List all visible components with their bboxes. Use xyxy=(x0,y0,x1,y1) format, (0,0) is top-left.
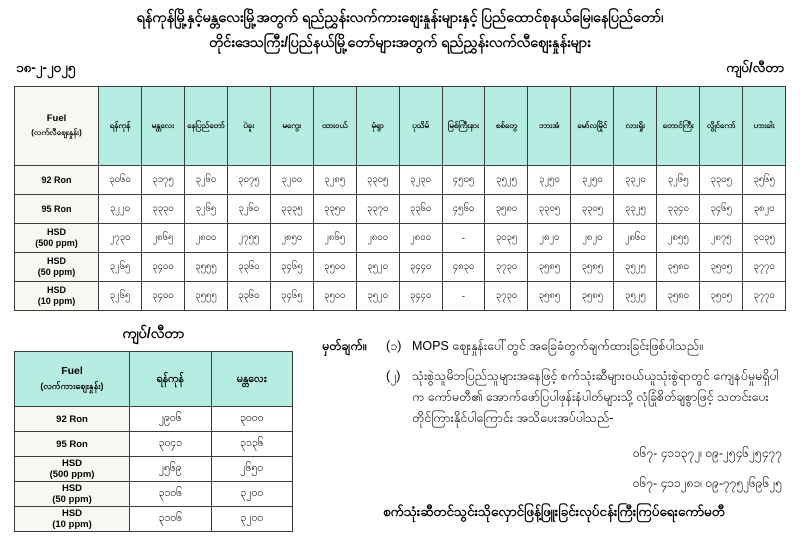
retail-city-header: တောင်ကြီး xyxy=(657,87,700,166)
retail-row xyxy=(15,195,786,224)
retail-city-header: ပဲခူး xyxy=(227,87,270,166)
wholesale-header-row xyxy=(15,352,293,407)
retail-price-cell: ၃၃၂၀ xyxy=(614,166,657,195)
retail-header-row xyxy=(15,87,786,166)
wholesale-fuel-subheader: (လက်ကားဈေးနှုန်း) xyxy=(40,381,104,391)
retail-price-cell: ၄၈၃၀ xyxy=(442,253,485,282)
note-2-text: သုံးစွဲသူမိဘပြည်သူများအနေဖြင့် စက်သုံးဆီများဝယ်ယူသုံးစွဲရာတွင် ကျေနပ်မှုမရှိပါက ကော်မတီ၏ အောက်ဖော်ပြပါဖုန်းနံပါတ်များသို့ လုံခြုံစိတ်ချစွာဖြင့် သတင်းပေး တိုင်ကြားနိုင်ပါကြောင်း အသိပေးအပ်ပါသည်- xyxy=(412,369,779,425)
retail-price-cell: ၂၈၇၅ xyxy=(700,224,743,253)
retail-price-cell: ၃၃၀၅ xyxy=(571,195,614,224)
retail-row xyxy=(15,166,786,195)
bottom-section xyxy=(14,323,786,532)
wholesale-row xyxy=(15,432,293,457)
note-2 xyxy=(322,366,786,429)
retail-price-cell: ၃၅၈၅ xyxy=(571,253,614,282)
wholesale-price-cell: ၃၂၀၀ xyxy=(211,507,293,532)
wholesale-price-cell: ၃၀၄၁ xyxy=(130,432,212,457)
retail-price-cell: ၃၅၂၅ xyxy=(485,166,528,195)
retail-price-cell: ၃၅၈၅ xyxy=(528,253,571,282)
retail-city-header: ထားဝယ် xyxy=(313,87,356,166)
retail-price-cell: ၃၂၆၅ xyxy=(99,253,142,282)
retail-price-cell: ၂၈၅၅ xyxy=(657,224,700,253)
wholesale-row xyxy=(15,507,293,532)
retail-price-cell: ၃၃၆၀ xyxy=(227,282,270,311)
retail-price-cell: ၃၂၆၅ xyxy=(99,282,142,311)
wholesale-city-header: မန္တလေး xyxy=(211,352,293,407)
wholesale-price-cell: ၃၁၀၆ xyxy=(130,482,212,507)
wholesale-row xyxy=(15,457,293,482)
retail-price-cell: ၃၅၈၀ xyxy=(485,195,528,224)
retail-price-cell: ၃၃၆၀ xyxy=(399,195,442,224)
retail-price-cell: ၃၃၂၅ xyxy=(614,195,657,224)
retail-fuel-header: Fuel xyxy=(46,113,67,124)
retail-fuel-type-label: HSD (50 ppm) xyxy=(15,253,99,282)
retail-price-cell: ၃၀၆၀ xyxy=(99,166,142,195)
wholesale-fuel-type-label: HSD (10 ppm) xyxy=(15,507,130,532)
note-1-number: (၁) xyxy=(386,339,402,353)
title-line-1: ရန်ကုန်မြို့နှင့်မန္တလေးမြို့အတွက် ရည်ညွှန်းလက်ကားဈေးနှုန်းများနှင့် ပြည်ထောင်စုနယ်မြေ၊နေပြည်တော်၊ xyxy=(136,10,664,26)
unit-label-top: ကျပ်/လီတာ xyxy=(726,60,784,75)
retail-city-header: နေပြည်တော် xyxy=(184,87,227,166)
retail-price-cell: ၃၅၈၅ xyxy=(528,282,571,311)
retail-price-cell: ၃၂၈၅ xyxy=(313,166,356,195)
retail-price-cell: ၂၈၂၀ xyxy=(528,224,571,253)
retail-price-cell: ၃၅၂၀ xyxy=(356,282,399,311)
meta-row xyxy=(16,59,784,79)
retail-price-cell: ၂၇၃၀ xyxy=(99,224,142,253)
wholesale-price-cell: ၃၁၃၆ xyxy=(211,432,293,457)
retail-city-header: လားရှိုး xyxy=(614,87,657,166)
retail-price-cell: ၃၃၅၀ xyxy=(313,195,356,224)
retail-price-cell: ၃၃၃၀ xyxy=(141,195,184,224)
retail-city-header: မုံရွာ xyxy=(356,87,399,166)
retail-price-cell: ၃၄၄၀ xyxy=(399,253,442,282)
wholesale-column xyxy=(14,323,306,532)
retail-price-cell: ၃၇၇၀ xyxy=(743,282,786,311)
retail-price-cell: ၄၅၀၅ xyxy=(442,166,485,195)
date-label: ၁၈-၂-၂၀၂၅ xyxy=(16,60,76,75)
retail-city-header: ဟားခါး xyxy=(743,87,786,166)
wholesale-price-cell: ၃၀၀၀ xyxy=(211,407,293,432)
retail-price-cell: ၂၈၂၀ xyxy=(571,224,614,253)
retail-row xyxy=(15,282,786,311)
retail-price-cell: ၂၈၅၀ xyxy=(270,224,313,253)
retail-price-cell: ၃၂၅၀ xyxy=(571,166,614,195)
retail-price-cell: ၃၅၂၅ xyxy=(614,282,657,311)
wholesale-fuel-type-label: HSD (50 ppm) xyxy=(15,482,130,507)
wholesale-city-header: ရန်ကုန် xyxy=(130,352,212,407)
retail-city-header: စစ်တွေ xyxy=(485,87,528,166)
retail-city-header: မော်လမြိုင် xyxy=(571,87,614,166)
retail-price-cell: ၃၃၇၀ xyxy=(356,195,399,224)
retail-price-table xyxy=(14,86,786,311)
retail-row xyxy=(15,224,786,253)
retail-price-cell: ၃၃၆၀ xyxy=(227,253,270,282)
retail-price-cell: ၃၅၀၀ xyxy=(313,253,356,282)
retail-price-cell: ၃၄၆၅ xyxy=(700,195,743,224)
retail-price-cell: ၃၄၄၀ xyxy=(399,282,442,311)
retail-price-cell: ၃၃၄၀ xyxy=(657,195,700,224)
retail-price-cell: ၃၃၃၅ xyxy=(270,195,313,224)
retail-price-cell: ၃၇၇၀ xyxy=(743,253,786,282)
wholesale-price-cell: ၃၂၀၀ xyxy=(211,482,293,507)
retail-row xyxy=(15,253,786,282)
retail-price-cell: ၃၇၃၀ xyxy=(485,253,528,282)
retail-price-cell: ၃၅၈၀ xyxy=(657,253,700,282)
retail-fuel-subheader: (လက်လီဈေးနှုန်း) xyxy=(31,128,82,137)
retail-city-header: မကွေး xyxy=(270,87,313,166)
retail-price-cell: ၃၃၀၅ xyxy=(356,166,399,195)
retail-price-cell: ၃၂၀၀ xyxy=(270,166,313,195)
retail-price-cell: - xyxy=(442,224,485,253)
retail-price-cell: ၃၂၆၀ xyxy=(227,195,270,224)
retail-price-cell: ၃၃၀၅ xyxy=(700,166,743,195)
retail-price-cell: ၃၅၂၅ xyxy=(614,253,657,282)
wholesale-price-cell: ၂၉၀၆ xyxy=(130,407,212,432)
note-2-number: (၂) xyxy=(386,369,401,383)
wholesale-fuel-type-label: 95 Ron xyxy=(15,432,130,457)
retail-city-header: လွိုင်ကော် xyxy=(700,87,743,166)
retail-fuel-header-cell xyxy=(15,87,99,166)
retail-price-cell: ၃၅၀၅ xyxy=(700,253,743,282)
wholesale-row xyxy=(15,482,293,507)
retail-price-cell: ၃၅၆၅ xyxy=(743,166,786,195)
retail-price-cell: ၃၅၈၀ xyxy=(657,282,700,311)
retail-price-cell: ၃၅၀၅ xyxy=(700,282,743,311)
retail-price-cell: ၃၂၆၀ xyxy=(184,166,227,195)
wholesale-price-cell: ၂၅၆၉ xyxy=(130,457,212,482)
retail-price-cell: ၃၅၂၀ xyxy=(356,253,399,282)
retail-price-cell: - xyxy=(442,282,485,311)
retail-price-cell: ၃၁၇၅ xyxy=(141,166,184,195)
retail-price-cell: ၃၀၃၅ xyxy=(485,224,528,253)
wholesale-price-cell: ၃၁၀၆ xyxy=(130,507,212,532)
retail-price-cell: ၃၂၆၅ xyxy=(184,195,227,224)
retail-price-cell: ၃၄၆၅ xyxy=(270,282,313,311)
retail-price-cell: ၂၈၀၀ xyxy=(399,224,442,253)
retail-price-cell: ၃၂၃၀ xyxy=(399,166,442,195)
retail-price-cell: ၃၀၃၅ xyxy=(743,224,786,253)
wholesale-fuel-type-label: HSD (500 ppm) xyxy=(15,457,130,482)
retail-price-cell: ၃၀၇၅ xyxy=(227,166,270,195)
wholesale-price-table xyxy=(14,351,293,532)
retail-price-cell: ၃၂၂၀ xyxy=(99,195,142,224)
phone-numbers xyxy=(322,438,786,498)
retail-city-header: ပုသိမ် xyxy=(399,87,442,166)
notes-label: မှတ်ချက်။ xyxy=(322,339,367,353)
wholesale-fuel-header-cell xyxy=(15,352,130,407)
note-1-text: MOPS ဈေးနှုန်းပေါ်တွင် အခြေခံတွက်ချက်ထားခြင်းဖြစ်ပါသည်။ xyxy=(412,339,703,353)
retail-price-cell: ၂၇၅၅ xyxy=(227,224,270,253)
wholesale-fuel-type-label: 92 Ron xyxy=(15,407,130,432)
committee-name: စက်သုံးဆီတင်သွင်းသိုလှောင်ဖြန့်ဖြူးခြင်းလုပ်ငန်းကြီးကြပ်ရေးကော်မတီ xyxy=(383,504,725,519)
retail-price-cell: ၃၄၀၀ xyxy=(141,282,184,311)
note-1 xyxy=(322,336,786,357)
retail-price-cell: ၃၅၈၅ xyxy=(571,282,614,311)
retail-fuel-type-label: HSD (10 ppm) xyxy=(15,282,99,311)
unit-label-small: ကျပ်/လီတာ xyxy=(122,326,185,342)
phone-line-1: ၀၆၇- ၄၁၁၃၇၂၊ ၀၉-၂၅၄၆၂၅၄၇၇ xyxy=(633,446,782,460)
retail-city-header: မန္တလေး xyxy=(141,87,184,166)
retail-price-cell: ၃၈၂၀ xyxy=(743,195,786,224)
retail-fuel-type-label: 92 Ron xyxy=(15,166,99,195)
retail-price-cell: ၃၅၀၀ xyxy=(313,282,356,311)
wholesale-price-cell: ၂၆၅၀ xyxy=(211,457,293,482)
title-line-2: တိုင်းဒေသကြီး/ပြည်နယ်မြို့တော်များအတွက် ရည်ညွှန်းလက်လီဈေးနှုန်းများ xyxy=(209,35,591,51)
retail-city-header: ရန်ကုန် xyxy=(99,87,142,166)
retail-price-cell: ၄၅၆၀ xyxy=(442,195,485,224)
phone-line-2: ၀၆၇- ၄၁၁၂၈၁၊ ၀၉-၇၇၅၂၆၉၆၂၅ xyxy=(632,476,782,490)
retail-price-cell: ၃၅၅၅ xyxy=(184,282,227,311)
retail-price-cell: ၂၈၆၀ xyxy=(614,224,657,253)
retail-price-cell: ၃၄၀၀ xyxy=(141,253,184,282)
retail-price-cell: ၂၈၆၅ xyxy=(141,224,184,253)
retail-price-cell: ၂၈၀၀ xyxy=(356,224,399,253)
retail-price-cell: ၃၇၃၀ xyxy=(485,282,528,311)
retail-city-header: ဘားအံ xyxy=(528,87,571,166)
retail-fuel-type-label: HSD (500 ppm) xyxy=(15,224,99,253)
retail-price-cell: ၃၂၅၀ xyxy=(528,166,571,195)
wholesale-row xyxy=(15,407,293,432)
wholesale-fuel-header: Fuel xyxy=(61,365,83,377)
retail-price-cell: ၂၈၀၀ xyxy=(184,224,227,253)
retail-city-header: မြစ်ကြီးနား xyxy=(442,87,485,166)
retail-fuel-type-label: 95 Ron xyxy=(15,195,99,224)
retail-price-cell: ၃၃၀၅ xyxy=(528,195,571,224)
retail-price-cell: ၃၄၆၅ xyxy=(270,253,313,282)
notes-column xyxy=(306,323,786,532)
retail-price-cell: ၃၅၅၅ xyxy=(184,253,227,282)
retail-price-cell: ၃၂၆၅ xyxy=(657,166,700,195)
retail-price-cell: ၂၈၆၅ xyxy=(313,224,356,253)
